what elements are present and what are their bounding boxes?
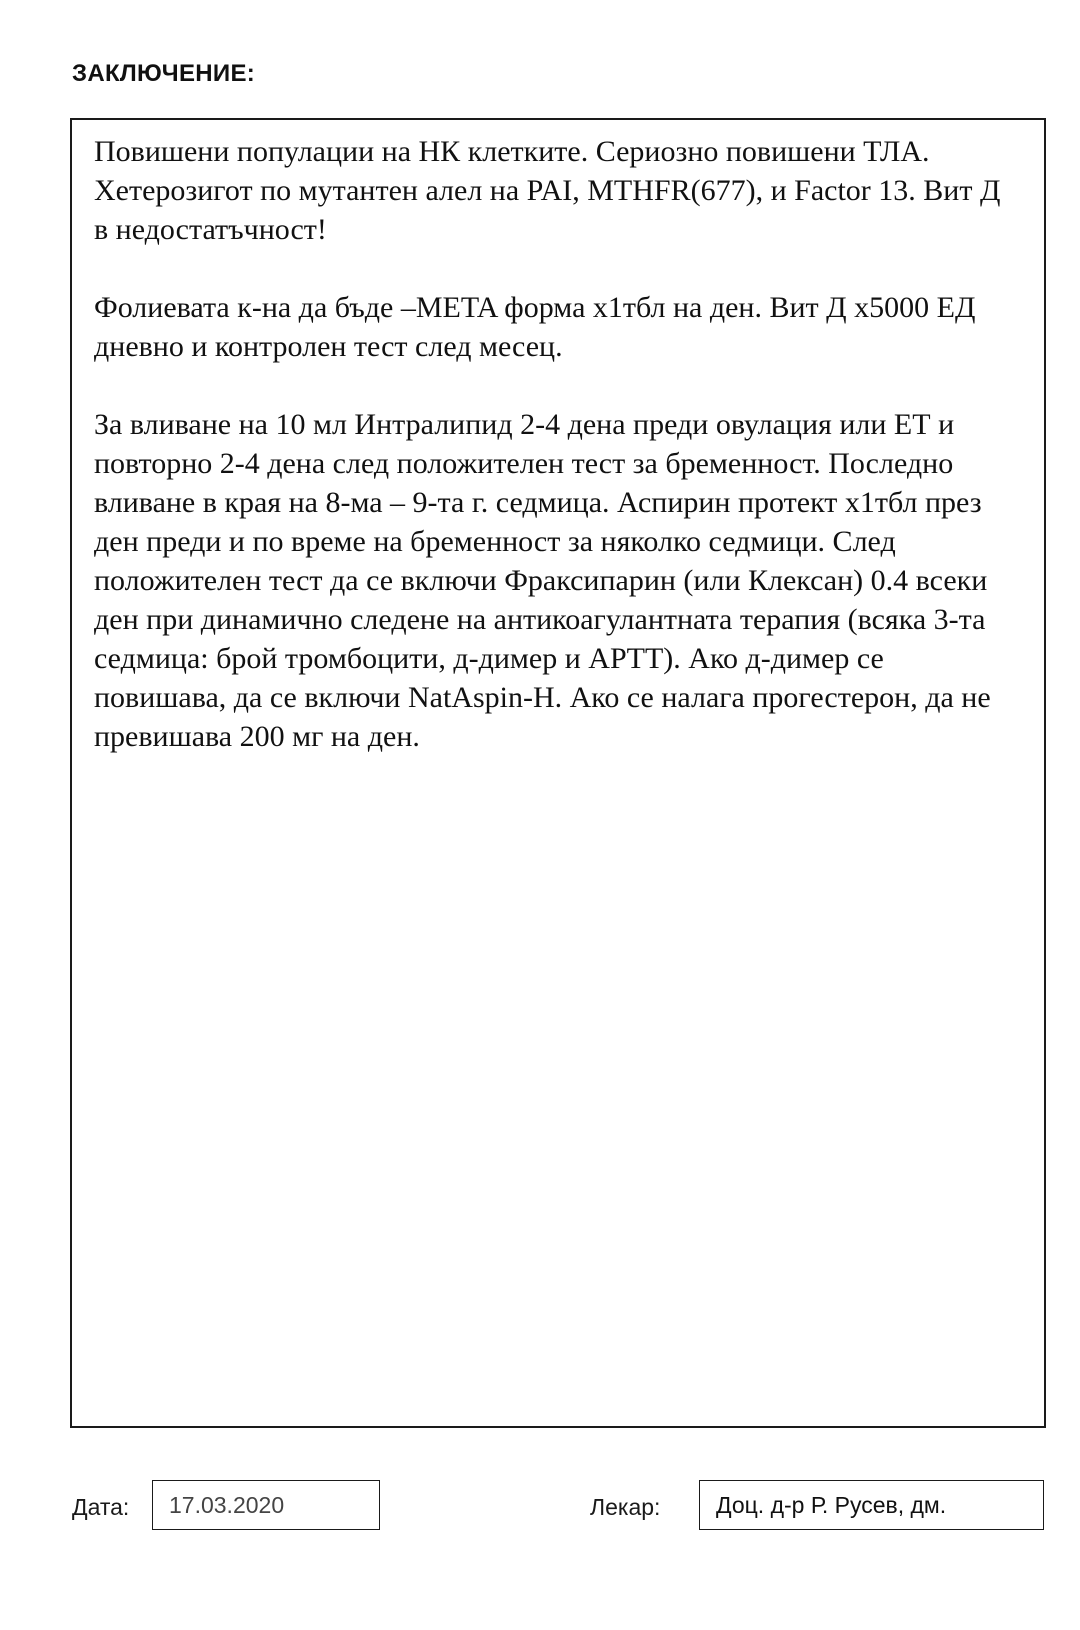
conclusion-paragraph-supplements: Фолиевата к-на да бъде –META форма х1тбл на ден. Вит Д х5000 ЕД дневно и контролен тест след месец.	[94, 291, 976, 363]
doctor-label: Лекар:	[590, 1494, 661, 1520]
section-heading: ЗАКЛЮЧЕНИЕ:	[72, 60, 256, 87]
date-field: 17.03.2020	[152, 1480, 380, 1530]
doctor-field: Доц. д-р Р. Русев, дм.	[699, 1480, 1044, 1530]
date-label: Дата:	[72, 1494, 130, 1520]
conclusion-box	[70, 118, 1046, 1428]
conclusion-paragraph-findings: Повишени популации на НК клетките. Сериозно повишени ТЛА. Хетерозигот по мутантен алел на PAI, MTHFR(677), и Factor 13. Вит Д в недостатъчност!	[94, 135, 1001, 246]
conclusion-paragraph-therapy: За вливане на 10 мл Интралипид 2-4 дена преди овулация или ЕТ и повторно 2-4 дена след положителен тест за бременност. Последно вливане в края на 8-ма – 9-та г. седмица. Аспирин протект х1тбл през ден преди и по време на бременност за няколко седмици. След положителен тест да се включи Фраксипарин (или Клексан) 0.4 всеки ден при динамично следене на антикоагулантната терапия (всяка 3-та седмица: брой тромбоцити, д-димер и APTT). Ако д-димер се повишава, да се включи NatAspin-H. Ако се налага прогестерон, да не превишава 200 мг на ден.	[94, 408, 991, 753]
